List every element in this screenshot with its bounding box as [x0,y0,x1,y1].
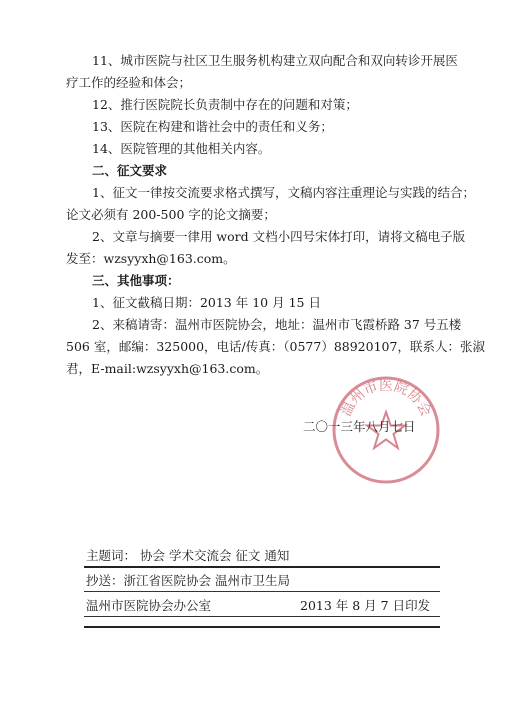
footer-rule-middle [84,591,440,592]
section-3-p2-line-2: 506 室，邮编：325000，电话/传真：（0577）88920107，联系人：张淑 [66,339,485,354]
item-13: 13、医院在构建和谐社会中的责任和义务； [92,119,333,134]
seal-text: 温州市医院协会 [338,377,434,419]
section-2-p1-line-2: 论文必须有 200-500 字的论文摘要； [66,207,276,222]
item-11-line-2: 疗工作的经验和体会； [66,75,192,90]
section-3-p1: 1、征文截稿日期：2013 年 10 月 15 日 [92,295,321,310]
footer-issuer: 温州市医院协会办公室 [86,598,212,613]
section-3-p2-line-3: 君，E-mail:wzsyyxh@163.com。 [66,361,269,376]
footer-rule-lower [84,616,440,617]
section-2-p2-line-1: 2、文章与摘要一律用 word 文档小四号宋体打印，请将文稿电子版 [92,229,466,244]
footer-rule-top [84,566,440,568]
section-3-p2-line-1: 2、来稿请寄：温州市医院协会，地址：温州市飞霞桥路 37 号五楼 [92,317,462,332]
section-2-p2-line-2: 发至：wzsyyxh@163.com。 [66,251,236,266]
footer-issue-date: 2013 年 8 月 7 日印发 [300,598,431,613]
section-2-p1-line-1: 1、征文一律按交流要求格式撰写，文稿内容注重理论与实践的结合； [92,185,475,200]
item-11-line-1: 11、城市医院与社区卫生服务机构建立双向配合和双向转诊开展医 [92,53,458,68]
item-12: 12、推行医院院长负责制中存在的问题和对策； [92,97,358,112]
item-14: 14、医院管理的其他相关内容。 [92,141,271,156]
section-3-heading: 三、其他事项： [92,273,180,288]
footer-rule-bottom [84,626,440,628]
section-2-heading: 二、征文要求 [92,163,168,178]
signature-date: 二〇一三年八月七日 [303,419,416,434]
footer-cc: 抄送：浙江省医院协会 温州市卫生局 [86,573,290,588]
footer-keywords: 主题词： 协会 学术交流会 征文 通知 [86,548,290,563]
